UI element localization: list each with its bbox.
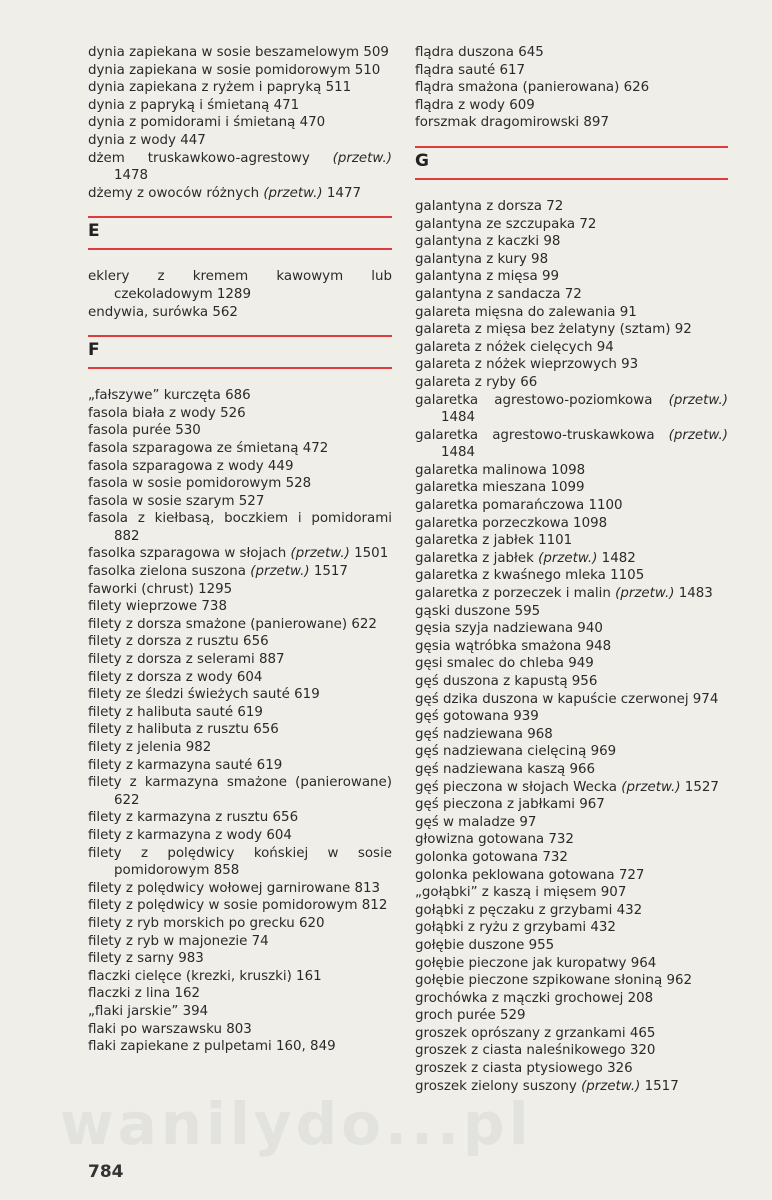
entry-text: fasola w sosie pomidorowym 528	[88, 476, 312, 492]
index-entry	[88, 686, 392, 704]
index-entry	[88, 845, 392, 880]
entry-text: galareta z mięsa bez żelatyny (sztam) 92	[415, 322, 692, 338]
entry-text: galareta z nóżek cielęcych 94	[415, 339, 614, 355]
entry-text: galaretka z kwaśnego mleka 1105	[415, 568, 645, 584]
index-entry	[88, 1038, 392, 1056]
entry-text: filety z ryb w majonezie 74	[88, 933, 269, 949]
index-entry	[415, 427, 728, 462]
entry-text: filety z karmazyna sauté 619	[88, 757, 283, 773]
entry-text: groszek z ciasta ptysiowego 326	[415, 1061, 633, 1077]
entry-text: fasolka zielona suszona	[88, 564, 251, 580]
index-entry	[415, 849, 728, 867]
index-entry	[415, 814, 728, 832]
entry-text: forszmak dragomirowski 897	[415, 115, 609, 131]
entry-page-ref: 1484	[441, 410, 476, 426]
entry-note: (przetw.)	[290, 546, 350, 562]
entry-text: galaretka pomarańczowa 1100	[415, 498, 623, 514]
entry-text: gęś nadziewana kaszą 966	[415, 761, 596, 777]
index-entry	[415, 321, 728, 339]
entry-text: gęś nadziewana cielęciną 969	[415, 744, 617, 760]
entry-page-ref: 1478	[114, 168, 149, 184]
index-entry	[88, 968, 392, 986]
entry-text: filety z karmazyna z wody 604	[88, 827, 292, 843]
index-entry	[415, 779, 728, 797]
entry-text: gęś dzika duszona w kapuście czerwonej 974	[415, 691, 719, 707]
index-entry	[88, 721, 392, 739]
watermark: wanilydo...pl	[60, 1090, 533, 1158]
section-letter: G	[415, 150, 429, 171]
index-entry	[88, 545, 392, 563]
index-entry	[415, 867, 728, 885]
index-entry	[415, 567, 728, 585]
entry-page-ref: 1477	[322, 185, 361, 201]
index-entry	[88, 185, 392, 203]
entry-text: filety z karmazyna smażone (panierowane) 622	[88, 775, 392, 808]
index-entry	[88, 268, 392, 303]
entry-text: groszek z ciasta naleśnikowego 320	[415, 1043, 656, 1059]
index-entry	[415, 62, 728, 80]
entry-text: „fałszywe” kurczęta 686	[88, 388, 251, 404]
entry-text: galaretka z porzeczek i malin	[415, 586, 616, 602]
index-entry	[415, 796, 728, 814]
index-entry	[88, 493, 392, 511]
entry-text: galaretka agrestowo-truskawkowa	[415, 427, 669, 443]
index-entry	[88, 669, 392, 687]
entry-text: galaretka mieszana 1099	[415, 480, 585, 496]
index-entry	[415, 286, 728, 304]
entry-note: (przetw.)	[581, 1078, 641, 1094]
entry-text: galantyna z mięsa 99	[415, 269, 560, 285]
entry-text: galaretka porzeczkowa 1098	[415, 515, 608, 531]
page-number: 784	[88, 1162, 124, 1182]
index-entry	[415, 972, 728, 990]
entry-text: gęś gotowana 939	[415, 709, 539, 725]
entry-text: gołąbki z pęczaku z grzybami 432	[415, 902, 643, 918]
index-entry	[88, 616, 392, 634]
index-entry	[415, 268, 728, 286]
section-header-g	[415, 146, 728, 180]
index-entry	[88, 933, 392, 951]
index-entry	[88, 440, 392, 458]
index-entry	[415, 691, 728, 709]
index-entry	[88, 704, 392, 722]
index-entry	[415, 620, 728, 638]
index-entry	[88, 1003, 392, 1021]
entry-text: galantyna z sandacza 72	[415, 286, 582, 302]
index-entry	[415, 708, 728, 726]
entry-text: flądra sauté 617	[415, 62, 526, 78]
index-entry	[415, 884, 728, 902]
index-entry	[88, 458, 392, 476]
entry-text: filety z ryb morskich po grecku 620	[88, 915, 325, 931]
entry-text: gęś pieczona z jabłkami 967	[415, 797, 605, 813]
entry-text: flądra z wody 609	[415, 97, 535, 113]
index-entry	[415, 831, 728, 849]
entry-text: filety z dorsza z rusztu 656	[88, 634, 269, 650]
entry-text: groszek oprószany z grzankami 465	[415, 1025, 656, 1041]
entry-text: galantyna z kury 98	[415, 251, 549, 267]
entry-text: filety z jelenia 982	[88, 740, 212, 755]
index-entry	[415, 462, 728, 480]
entry-text: galaretka z jabłek 1101	[415, 533, 573, 549]
entry-text: fasola szparagowa ze śmietaną 472	[88, 440, 329, 456]
entry-text: galaretka agrestowo-poziomkowa	[415, 392, 669, 408]
entry-text: dynia z papryką i śmietaną 471	[88, 97, 300, 113]
entry-text: endywia, surówka 562	[88, 304, 238, 320]
index-entry	[415, 251, 728, 269]
entry-text: dynia zapiekana w sosie beszamelowym 509	[88, 45, 389, 60]
entry-text: galareta mięsna do zalewania 91	[415, 304, 637, 320]
section-header-f	[88, 335, 392, 369]
index-column-right	[415, 44, 728, 1095]
index-entry	[88, 150, 392, 185]
entry-note: (przetw.)	[615, 586, 675, 602]
entry-text: gęś duszona z kapustą 956	[415, 674, 598, 689]
entry-text: flaczki cielęce (krezki, kruszki) 161	[88, 968, 322, 984]
index-entry	[88, 809, 392, 827]
index-entry	[415, 937, 728, 955]
index-entry	[88, 405, 392, 423]
index-entry	[415, 233, 728, 251]
index-entry	[415, 638, 728, 656]
index-entry	[415, 356, 728, 374]
index-entry	[415, 532, 728, 550]
index-entry	[88, 985, 392, 1003]
index-entry	[415, 392, 728, 427]
index-entry	[415, 743, 728, 761]
entry-text: galantyna ze szczupaka 72	[415, 216, 597, 232]
entry-note: (przetw.)	[668, 427, 728, 443]
entry-text: eklery z kremem kawowym lub czekoladowym 1289	[88, 269, 392, 302]
index-entry	[88, 897, 392, 915]
entry-text: faworki (chrust) 1295	[88, 581, 233, 597]
index-entry	[88, 739, 392, 757]
index-entry	[415, 955, 728, 973]
entry-text: filety z halibuta sauté 619	[88, 704, 263, 720]
entry-text: golonka peklowana gotowana 727	[415, 867, 645, 883]
entry-text: galaretka z jabłek	[415, 550, 539, 566]
index-entry	[415, 919, 728, 937]
index-entry	[415, 1007, 728, 1025]
index-entry	[415, 902, 728, 920]
index-entry	[415, 304, 728, 322]
index-entry	[88, 62, 392, 80]
index-entry	[88, 880, 392, 898]
entry-text: gąski duszone 595	[415, 603, 541, 619]
entry-text: fasola szparagowa z wody 449	[88, 458, 294, 474]
entry-text: filety z dorsza z wody 604	[88, 669, 263, 685]
section-header-e	[88, 216, 392, 250]
entry-text: głowizna gotowana 732	[415, 832, 574, 848]
index-entry	[88, 510, 392, 545]
index-entry	[88, 915, 392, 933]
entry-text: filety z polędwicy końskiej w sosie pomidorowym 858	[88, 845, 392, 879]
entry-text: galantyna z dorsza 72	[415, 198, 564, 214]
entry-text: gęś w maladze 97	[415, 814, 537, 830]
index-entry	[88, 475, 392, 493]
index-entry	[415, 114, 728, 132]
entry-text: fasola biała z wody 526	[88, 405, 246, 421]
entry-page-ref: 1484	[441, 445, 476, 461]
entry-text: gęś pieczona w słojach Wecka	[415, 779, 622, 795]
index-entry	[415, 216, 728, 234]
entry-text: „gołąbki” z kaszą i mięsem 907	[415, 885, 627, 901]
entry-page-ref: 1482	[597, 550, 636, 566]
entry-text: gołębie pieczone jak kuropatwy 964	[415, 955, 657, 971]
index-entry	[415, 761, 728, 779]
entry-text: filety z dorsza smażone (panierowane) 622	[88, 616, 377, 632]
index-entry	[88, 950, 392, 968]
index-entry	[88, 563, 392, 581]
entry-page-ref: 1527	[680, 779, 719, 795]
entry-text: galantyna z kaczki 98	[415, 234, 561, 250]
index-entry	[415, 1025, 728, 1043]
entry-text: filety z polędwicy w sosie pomidorowym 812	[88, 898, 388, 914]
index-entry	[415, 550, 728, 568]
index-entry	[88, 97, 392, 115]
index-entry	[415, 1060, 728, 1078]
entry-page-ref: 1483	[674, 586, 713, 602]
index-entry	[88, 774, 392, 809]
index-entry	[415, 655, 728, 673]
entry-note: (przetw.)	[668, 392, 728, 408]
index-entry	[88, 422, 392, 440]
entry-text: dynia z wody 447	[88, 132, 206, 148]
index-entry	[415, 374, 728, 392]
entry-text: flądra smażona (panierowana) 626	[415, 80, 650, 96]
entry-text: gęś nadziewana 968	[415, 726, 553, 742]
section-letter: E	[88, 221, 100, 242]
index-entry	[88, 1021, 392, 1039]
entry-text: groszek zielony suszony	[415, 1078, 582, 1094]
index-entry	[88, 581, 392, 599]
entry-text: gołębie pieczone szpikowane słoniną 962	[415, 973, 692, 989]
index-entry	[88, 827, 392, 845]
entry-text: dynia zapiekana z ryżem i papryką 511	[88, 80, 352, 96]
index-entry	[415, 603, 728, 621]
entry-note: (przetw.)	[263, 185, 323, 201]
index-entry	[415, 585, 728, 603]
index-entry	[415, 79, 728, 97]
entry-text: gołębie duszone 955	[415, 937, 555, 953]
entry-text: golonka gotowana 732	[415, 849, 568, 865]
entry-page-ref: 1501	[349, 546, 389, 562]
index-entry	[415, 515, 728, 533]
index-entry	[88, 387, 392, 405]
entry-text: filety z karmazyna z rusztu 656	[88, 810, 299, 826]
entry-text: fasola z kiełbasą, boczkiem i pomidorami 882	[88, 511, 392, 544]
entry-text: dynia zapiekana w sosie pomidorowym 510	[88, 62, 381, 78]
entry-text: fasola purée 530	[88, 423, 201, 439]
entry-text: groch purée 529	[415, 1008, 526, 1024]
entry-text: gęsia wątróbka smażona 948	[415, 638, 612, 654]
entry-text: galareta z nóżek wieprzowych 93	[415, 357, 639, 373]
entry-text: flaki po warszawsku 803	[88, 1021, 252, 1037]
index-entry	[88, 44, 392, 62]
index-entry	[415, 97, 728, 115]
entry-page-ref: 1517	[640, 1078, 679, 1094]
index-entry	[415, 1042, 728, 1060]
entry-text: gęsi smalec do chleba 949	[415, 656, 594, 672]
index-entry	[415, 44, 728, 62]
index-entry	[415, 726, 728, 744]
entry-text: dżem truskawkowo-agrestowy	[88, 150, 333, 166]
index-entry	[415, 497, 728, 515]
index-entry	[88, 304, 392, 322]
index-entry	[415, 673, 728, 691]
entry-text: filety ze śledzi świeżych sauté 619	[88, 687, 320, 703]
entry-note: (przetw.)	[332, 150, 392, 166]
entry-text: dynia z pomidorami i śmietaną 470	[88, 115, 326, 131]
entry-text: flądra duszona 645	[415, 45, 544, 60]
entry-text: galaretka malinowa 1098	[415, 462, 586, 478]
index-entry	[88, 79, 392, 97]
entry-text: dżemy z owoców różnych	[88, 185, 264, 201]
entry-text: filety z dorsza z selerami 887	[88, 652, 285, 668]
entry-text: flaki zapiekane z pulpetami 160, 849	[88, 1039, 336, 1055]
index-entry	[88, 598, 392, 616]
index-entry	[415, 198, 728, 216]
entry-text: „flaki jarskie” 394	[88, 1003, 209, 1019]
entry-text: filety z halibuta z rusztu 656	[88, 722, 279, 738]
entry-page-ref: 1517	[309, 564, 348, 580]
index-entry	[88, 757, 392, 775]
entry-text: galareta z ryby 66	[415, 374, 538, 390]
entry-note: (przetw.)	[538, 550, 598, 566]
entry-text: filety z polędwicy wołowej garnirowane 813	[88, 880, 381, 896]
index-entry	[88, 132, 392, 150]
index-column-left	[88, 44, 392, 1056]
entry-text: fasola w sosie szarym 527	[88, 493, 265, 509]
entry-note: (przetw.)	[621, 779, 681, 795]
index-entry	[88, 651, 392, 669]
index-entry	[88, 114, 392, 132]
entry-text: gęsia szyja nadziewana 940	[415, 621, 603, 637]
entry-text: filety z sarny 983	[88, 951, 204, 967]
entry-text: fasolka szparagowa w słojach	[88, 546, 291, 562]
index-entry	[415, 479, 728, 497]
entry-note: (przetw.)	[250, 564, 310, 580]
entry-text: filety wieprzowe 738	[88, 599, 227, 615]
index-entry	[415, 339, 728, 357]
entry-text: flaczki z lina 162	[88, 986, 200, 1002]
entry-text: gołąbki z ryżu z grzybami 432	[415, 920, 616, 936]
index-entry	[88, 633, 392, 651]
entry-text: grochówka z mączki grochowej 208	[415, 990, 654, 1006]
index-entry	[415, 990, 728, 1008]
section-letter: F	[88, 340, 100, 361]
